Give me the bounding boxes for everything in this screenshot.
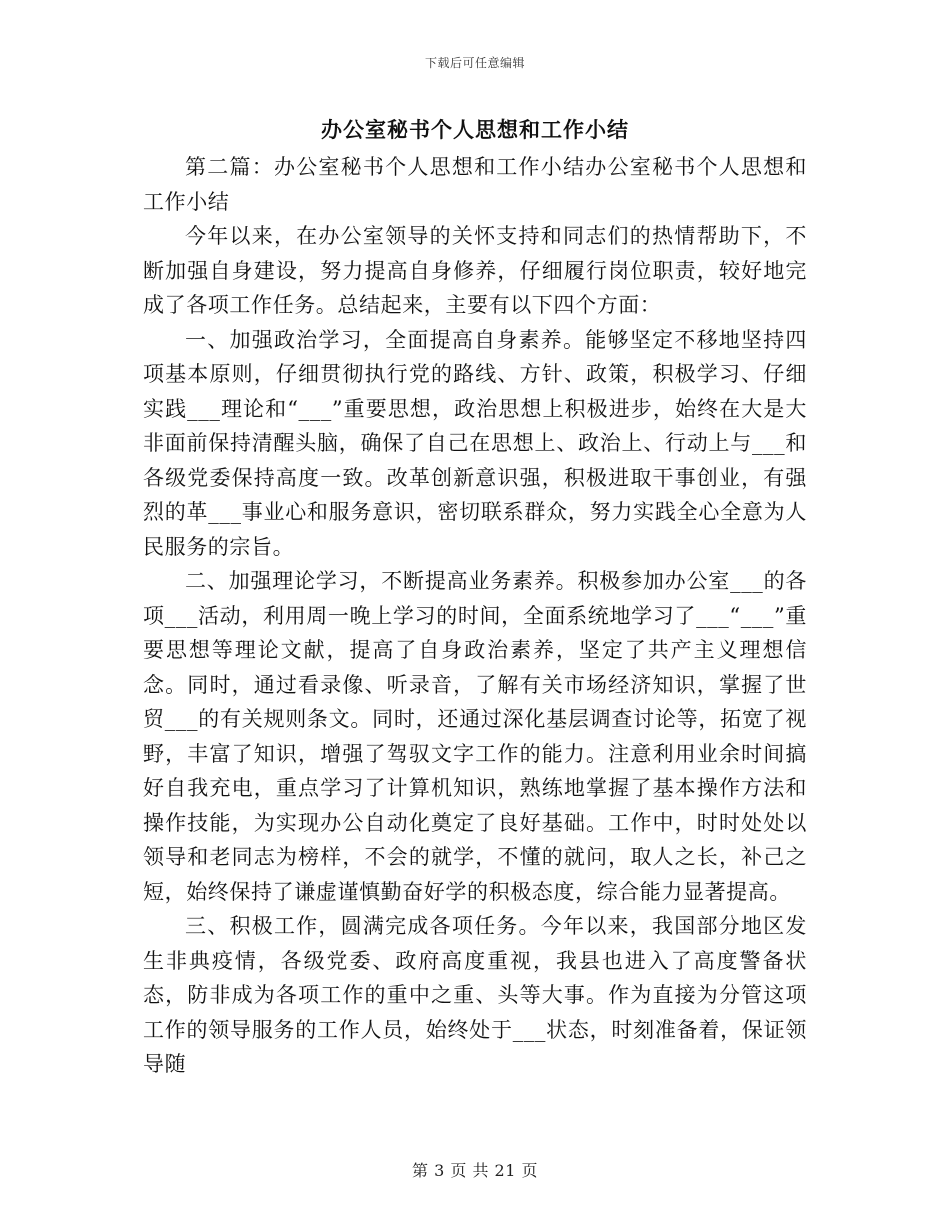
- paragraph-2: 今年以来，在办公室领导的关怀支持和同志们的热情帮助下，不断加强自身建设，努力提高自身修养，仔细履行岗位职责，较好地完成了各项工作任务。总结起来，主要有以下四个方面：: [143, 224, 807, 317]
- header-note: 下载后可任意编辑: [424, 56, 525, 70]
- paragraph-1: 第二篇：办公室秘书个人思想和工作小结办公室秘书个人思想和工作小结: [143, 155, 807, 214]
- page-number: 第 3 页 共 21 页: [412, 1161, 538, 1180]
- document-body: [143, 150, 807, 1082]
- document-title: 办公室秘书个人思想和工作小结: [321, 117, 629, 142]
- paragraph-5: 三、积极工作，圆满完成各项任务。今年以来，我国部分地区发生非典疫情，各级党委、政府高度重视，我县也进入了高度警备状态，防非成为各项工作的重中之重、头等大事。作为直接为分管这项工作的领导服务的工作人员，始终处于___状态，时刻准备着，保证领导随: [143, 914, 807, 1076]
- paragraph-3: 一、加强政治学习，全面提高自身素养。能够坚定不移地坚持四项基本原则，仔细贯彻执行党的路线、方针、政策，积极学习、仔细实践___理论和“___”重要思想，政治思想上积极进步，始终在大是大非面前保持清醒头脑，确保了自己在思想上、政治上、行动上与___和各级党委保持高度一致。改革创新意识强，积极进取干事创业，有强烈的革___事业心和服务意识，密切联系群众，努力实践全心全意为人民服务的宗旨。: [143, 327, 807, 559]
- paragraph-4: 二、加强理论学习，不断提高业务素养。积极参加办公室___的各项___活动，利用周一晚上学习的时间，全面系统地学习了___“___”重要思想等理论文献，提高了自身政治素养，坚定了共产主义理想信念。同时，通过看录像、听录音，了解有关市场经济知识，掌握了世贸___的有关规则条文。同时，还通过深化基层调查讨论等，拓宽了视野，丰富了知识，增强了驾驭文字工作的能力。注意利用业余时间搞好自我充电，重点学习了计算机知识，熟练地掌握了基本操作方法和操作技能，为实现办公自动化奠定了良好基础。工作中，时时处处以领导和老同志为榜样，不会的就学，不懂的就问，取人之长，补己之短，始终保持了谦虚谨慎勤奋好学的积极态度，综合能力显著提高。: [143, 569, 807, 904]
